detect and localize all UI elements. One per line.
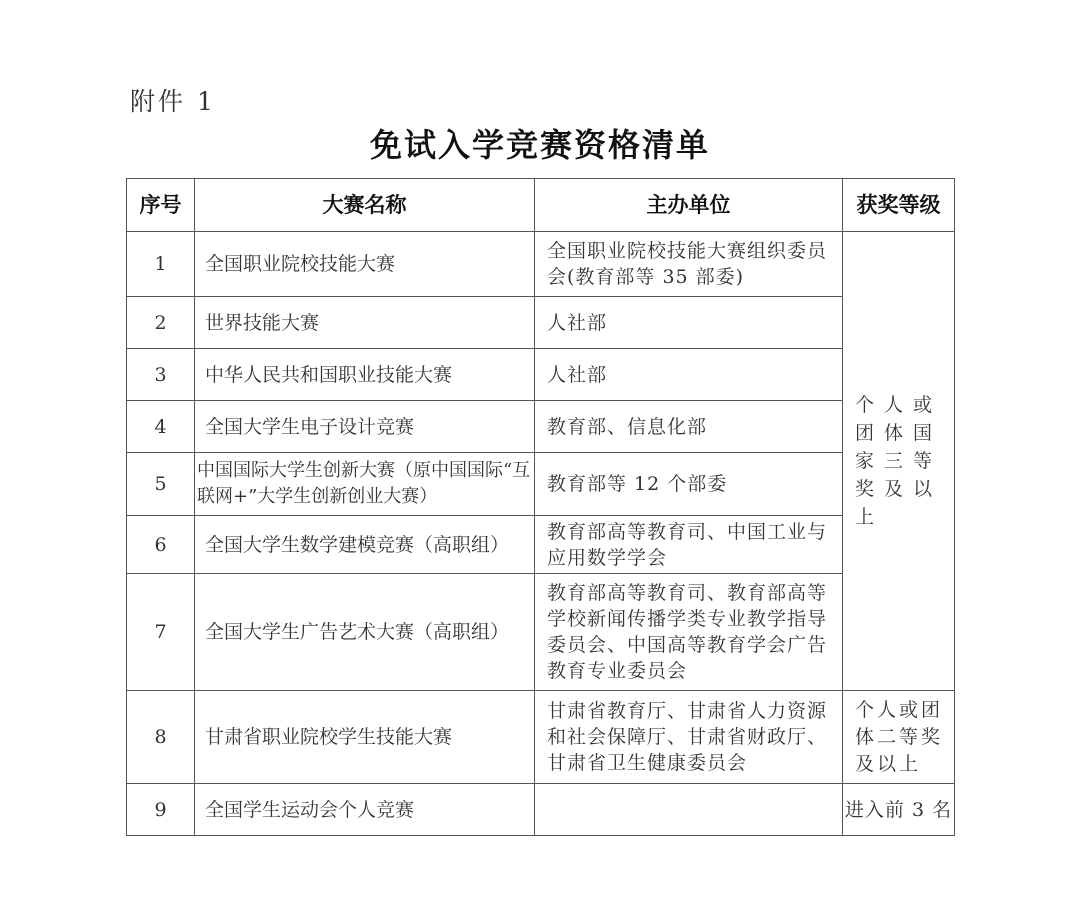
- header-no: 序号: [127, 179, 195, 232]
- table-row: [127, 574, 955, 691]
- row-no: 1: [127, 232, 195, 297]
- row-name: 全国职业院校技能大赛: [195, 232, 535, 297]
- row-no: 7: [127, 574, 195, 691]
- row-name: 甘肃省职业院校学生技能大赛: [195, 691, 535, 784]
- row-name: 世界技能大赛: [195, 297, 535, 349]
- row-organizer: 人社部: [535, 349, 843, 401]
- row-organizer: 全国职业院校技能大赛组织委员会(教育部等 35 部委): [535, 232, 843, 297]
- attachment-label: 附件 1: [130, 87, 216, 116]
- table-row: [127, 401, 955, 453]
- competition-table: [126, 178, 955, 836]
- header-organizer: 主办单位: [535, 179, 843, 232]
- row-name: 中华人民共和国职业技能大赛: [195, 349, 535, 401]
- row-name: 中国国际大学生创新大赛（原中国国际“互联网+”大学生创新创业大赛）: [195, 453, 535, 516]
- page-title: 免试入学竞赛资格清单: [369, 126, 710, 164]
- row-no: 3: [127, 349, 195, 401]
- row-no: 8: [127, 691, 195, 784]
- table-row: [127, 453, 955, 516]
- award-row-9: 进入前 3 名: [843, 784, 955, 836]
- row-no: 9: [127, 784, 195, 836]
- row-organizer: 甘肃省教育厅、甘肃省人力资源和社会保障厅、甘肃省财政厅、甘肃省卫生健康委员会: [535, 691, 843, 784]
- row-no: 4: [127, 401, 195, 453]
- row-name: 全国大学生电子设计竞赛: [195, 401, 535, 453]
- row-organizer: 教育部等 12 个部委: [535, 453, 843, 516]
- header-award: 获奖等级: [843, 179, 955, 232]
- row-no: 5: [127, 453, 195, 516]
- row-no: 2: [127, 297, 195, 349]
- row-organizer: 教育部、信息化部: [535, 401, 843, 453]
- row-organizer: [535, 784, 843, 836]
- header-name: 大赛名称: [195, 179, 535, 232]
- award-row-8: 个人或团体二等奖及以上: [843, 691, 955, 784]
- row-organizer: 教育部高等教育司、教育部高等学校新闻传播学类专业教学指导委员会、中国高等教育学会广告教育专业委员会: [535, 574, 843, 691]
- table-row: [127, 691, 955, 784]
- row-name: 全国大学生广告艺术大赛（高职组）: [195, 574, 535, 691]
- table-row: [127, 297, 955, 349]
- table-row: [127, 232, 955, 297]
- row-name: 全国大学生数学建模竞赛（高职组）: [195, 516, 535, 574]
- table-row: [127, 516, 955, 574]
- award-group-1-7: 个人或团体国家三等奖及以上: [843, 232, 955, 691]
- table-row: [127, 349, 955, 401]
- row-no: 6: [127, 516, 195, 574]
- table-row: [127, 784, 955, 836]
- table-header-row: [127, 179, 955, 232]
- row-organizer: 人社部: [535, 297, 843, 349]
- row-name: 全国学生运动会个人竞赛: [195, 784, 535, 836]
- row-organizer: 教育部高等教育司、中国工业与应用数学学会: [535, 516, 843, 574]
